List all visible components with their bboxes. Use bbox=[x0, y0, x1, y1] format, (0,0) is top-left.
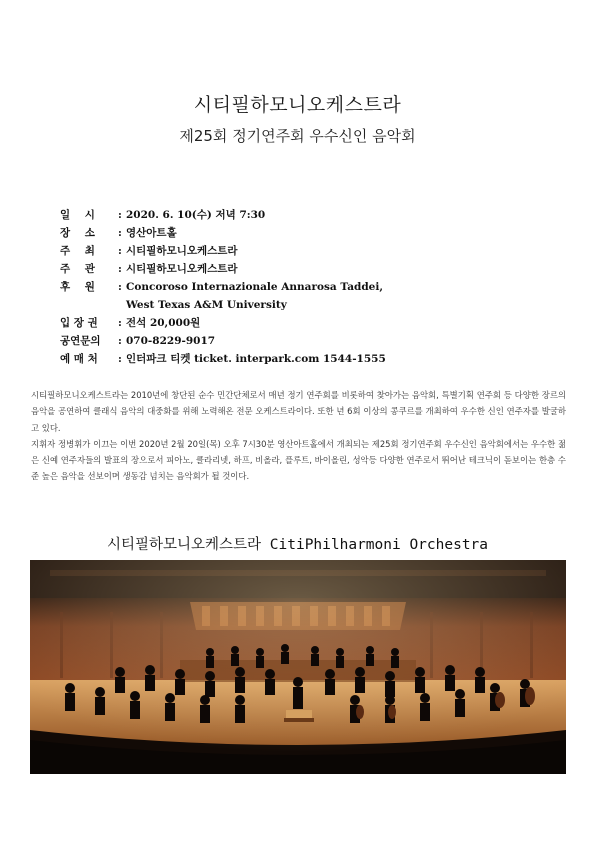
info-separator: : bbox=[118, 245, 122, 257]
description bbox=[31, 387, 566, 485]
info-label bbox=[60, 296, 118, 314]
info-separator: : bbox=[118, 353, 122, 365]
info-label: 주 관 bbox=[60, 263, 95, 275]
orchestra-photo-illustration bbox=[30, 560, 566, 774]
info-label: 주 최 bbox=[60, 245, 95, 257]
info-value: 시티필하모니오케스트라 bbox=[126, 245, 238, 257]
info-value: 2020. 6. 10(수) 저녁 7:30 bbox=[126, 209, 266, 221]
info-row-organizer bbox=[60, 260, 540, 278]
info-row-sponsor-cont bbox=[60, 296, 540, 314]
info-row-booking bbox=[60, 350, 540, 368]
orchestra-photo bbox=[30, 560, 566, 774]
info-label: 공연문의 bbox=[60, 335, 101, 347]
info-value: 070-8229-9017 bbox=[126, 335, 216, 347]
concert-info bbox=[60, 206, 540, 368]
info-value: Concoroso Internazionale Annarosa Taddei, bbox=[126, 281, 384, 293]
info-separator: : bbox=[118, 281, 122, 293]
info-value: 전석 20,000원 bbox=[126, 317, 201, 329]
page-title: 시티필하모니오케스트라 bbox=[193, 94, 402, 116]
info-row-inquiry bbox=[60, 332, 540, 350]
page-subtitle: 제25회 정기연주회 우수신인 음악회 bbox=[179, 127, 416, 145]
description-paragraph: 지휘자 정병휘가 이끄는 이번 2020년 2월 20일(목) 오후 7시30분 영산아트홀에서 개최되는 제25회 정기연주회 우수신인 음악회에서는 우수한 젊은 신예 연주자들의 발표의 장으로서 피아노, 클라리넷, 하프, 비올라, 플루트, 바이올린, 성악등 다양한 연주로서 뛰어난 테크닉이 돋보이는 한층 수준 높은 음악을 선보이며 생동감 넘치는 음악회가 될 것이다. bbox=[31, 438, 566, 482]
info-row-date bbox=[60, 206, 540, 224]
info-value: 시티필하모니오케스트라 bbox=[126, 263, 238, 275]
section-heading: 시티필하모니오케스트라 CitiPhilharmoni Orchestra bbox=[106, 537, 489, 553]
info-row-sponsor bbox=[60, 278, 540, 296]
info-separator: : bbox=[118, 209, 122, 221]
info-value: 영산아트홀 bbox=[126, 227, 177, 239]
info-label: 장 소 bbox=[60, 227, 95, 239]
info-separator: : bbox=[118, 335, 122, 347]
info-separator-empty bbox=[118, 296, 126, 314]
description-paragraph: 시티필하모니오케스트라는 2010년에 창단된 순수 민간단체로서 매년 정기 연주회를 비롯하여 찾아가는 음악회, 특별기획 연주회 등 다양한 장르의 음악을 공연하여 클래식 음악의 대중화를 위해 노력해온 전문 오케스트라이다. 또한 년 6회 이상의 콩쿠르를 개최하여 우수한 신인 연주자를 발굴하고 있다. bbox=[31, 390, 566, 433]
info-label: 입 장 권 bbox=[60, 317, 98, 329]
info-separator: : bbox=[118, 263, 122, 275]
info-value: West Texas A&M University bbox=[126, 299, 287, 311]
info-row-venue bbox=[60, 224, 540, 242]
info-row-host bbox=[60, 242, 540, 260]
info-separator: : bbox=[118, 227, 122, 239]
info-label: 일 시 bbox=[60, 209, 95, 221]
info-value: 인터파크 티켓 ticket. interpark.com 1544-1555 bbox=[126, 353, 386, 365]
info-row-ticket bbox=[60, 314, 540, 332]
info-label: 예 매 처 bbox=[60, 353, 98, 365]
info-separator: : bbox=[118, 317, 122, 329]
info-label: 후 원 bbox=[60, 281, 95, 293]
